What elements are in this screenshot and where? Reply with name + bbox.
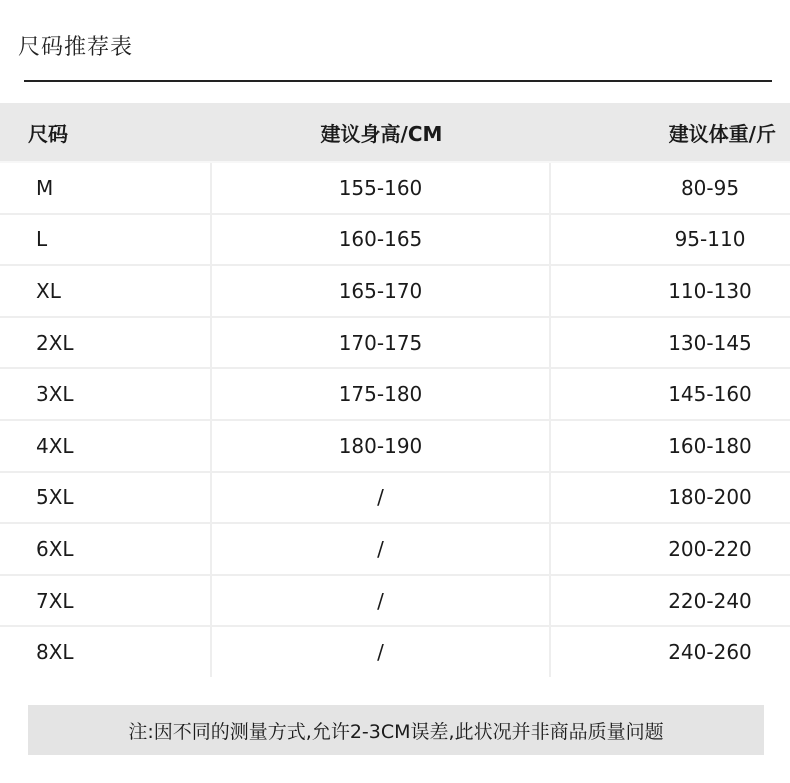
table-row	[0, 318, 790, 370]
table-row	[0, 576, 790, 628]
cell-weight-value: 220-240	[668, 588, 752, 613]
table-row	[0, 215, 790, 267]
size-table	[0, 103, 790, 677]
table-header	[0, 103, 790, 163]
cell-weight	[551, 163, 790, 213]
cell-size: 6XL	[0, 524, 212, 574]
cell-weight	[551, 576, 790, 626]
cell-height: 175-180	[212, 369, 551, 419]
cell-weight-value: 110-130	[668, 278, 752, 303]
cell-size: L	[0, 215, 212, 265]
cell-size: 4XL	[0, 421, 212, 471]
cell-weight	[551, 421, 790, 471]
cell-weight	[551, 524, 790, 574]
cell-size: M	[0, 163, 212, 213]
table-row	[0, 473, 790, 525]
cell-height: /	[212, 576, 551, 626]
table-row	[0, 163, 790, 215]
cell-height: 160-165	[212, 215, 551, 265]
measurement-note: 注:因不同的测量方式,允许2-3CM误差,此状况并非商品质量问题	[28, 705, 764, 755]
cell-height: 170-175	[212, 318, 551, 368]
cell-weight	[551, 266, 790, 316]
title-divider	[24, 80, 772, 82]
cell-size: 2XL	[0, 318, 212, 368]
cell-weight-value: 160-180	[668, 433, 752, 458]
table-row	[0, 627, 790, 677]
cell-weight-value: 240-260	[668, 640, 752, 665]
cell-size: 3XL	[0, 369, 212, 419]
page-title: 尺码推荐表	[18, 35, 134, 60]
cell-weight-value: 145-160	[668, 382, 752, 407]
cell-size: 7XL	[0, 576, 212, 626]
cell-height: /	[212, 473, 551, 523]
header-height: 建议身高/CM	[320, 121, 443, 146]
header-size: 尺码	[28, 121, 68, 146]
cell-height: 165-170	[212, 266, 551, 316]
cell-size: XL	[0, 266, 212, 316]
table-row	[0, 421, 790, 473]
cell-height: /	[212, 627, 551, 677]
header-weight: 建议体重/斤	[668, 121, 776, 146]
cell-weight-value: 180-200	[668, 485, 752, 510]
cell-weight-value: 200-220	[668, 536, 752, 561]
table-row	[0, 369, 790, 421]
cell-weight	[551, 369, 790, 419]
table-row	[0, 524, 790, 576]
cell-weight-value: 80-95	[680, 175, 740, 200]
cell-weight	[551, 318, 790, 368]
cell-size: 8XL	[0, 627, 212, 677]
cell-height: /	[212, 524, 551, 574]
cell-height: 155-160	[212, 163, 551, 213]
cell-weight-value: 130-145	[668, 330, 752, 355]
cell-weight	[551, 473, 790, 523]
cell-weight	[551, 627, 790, 677]
cell-size: 5XL	[0, 473, 212, 523]
cell-weight	[551, 215, 790, 265]
cell-height: 180-190	[212, 421, 551, 471]
cell-weight-value: 95-110	[674, 227, 746, 252]
table-row	[0, 266, 790, 318]
